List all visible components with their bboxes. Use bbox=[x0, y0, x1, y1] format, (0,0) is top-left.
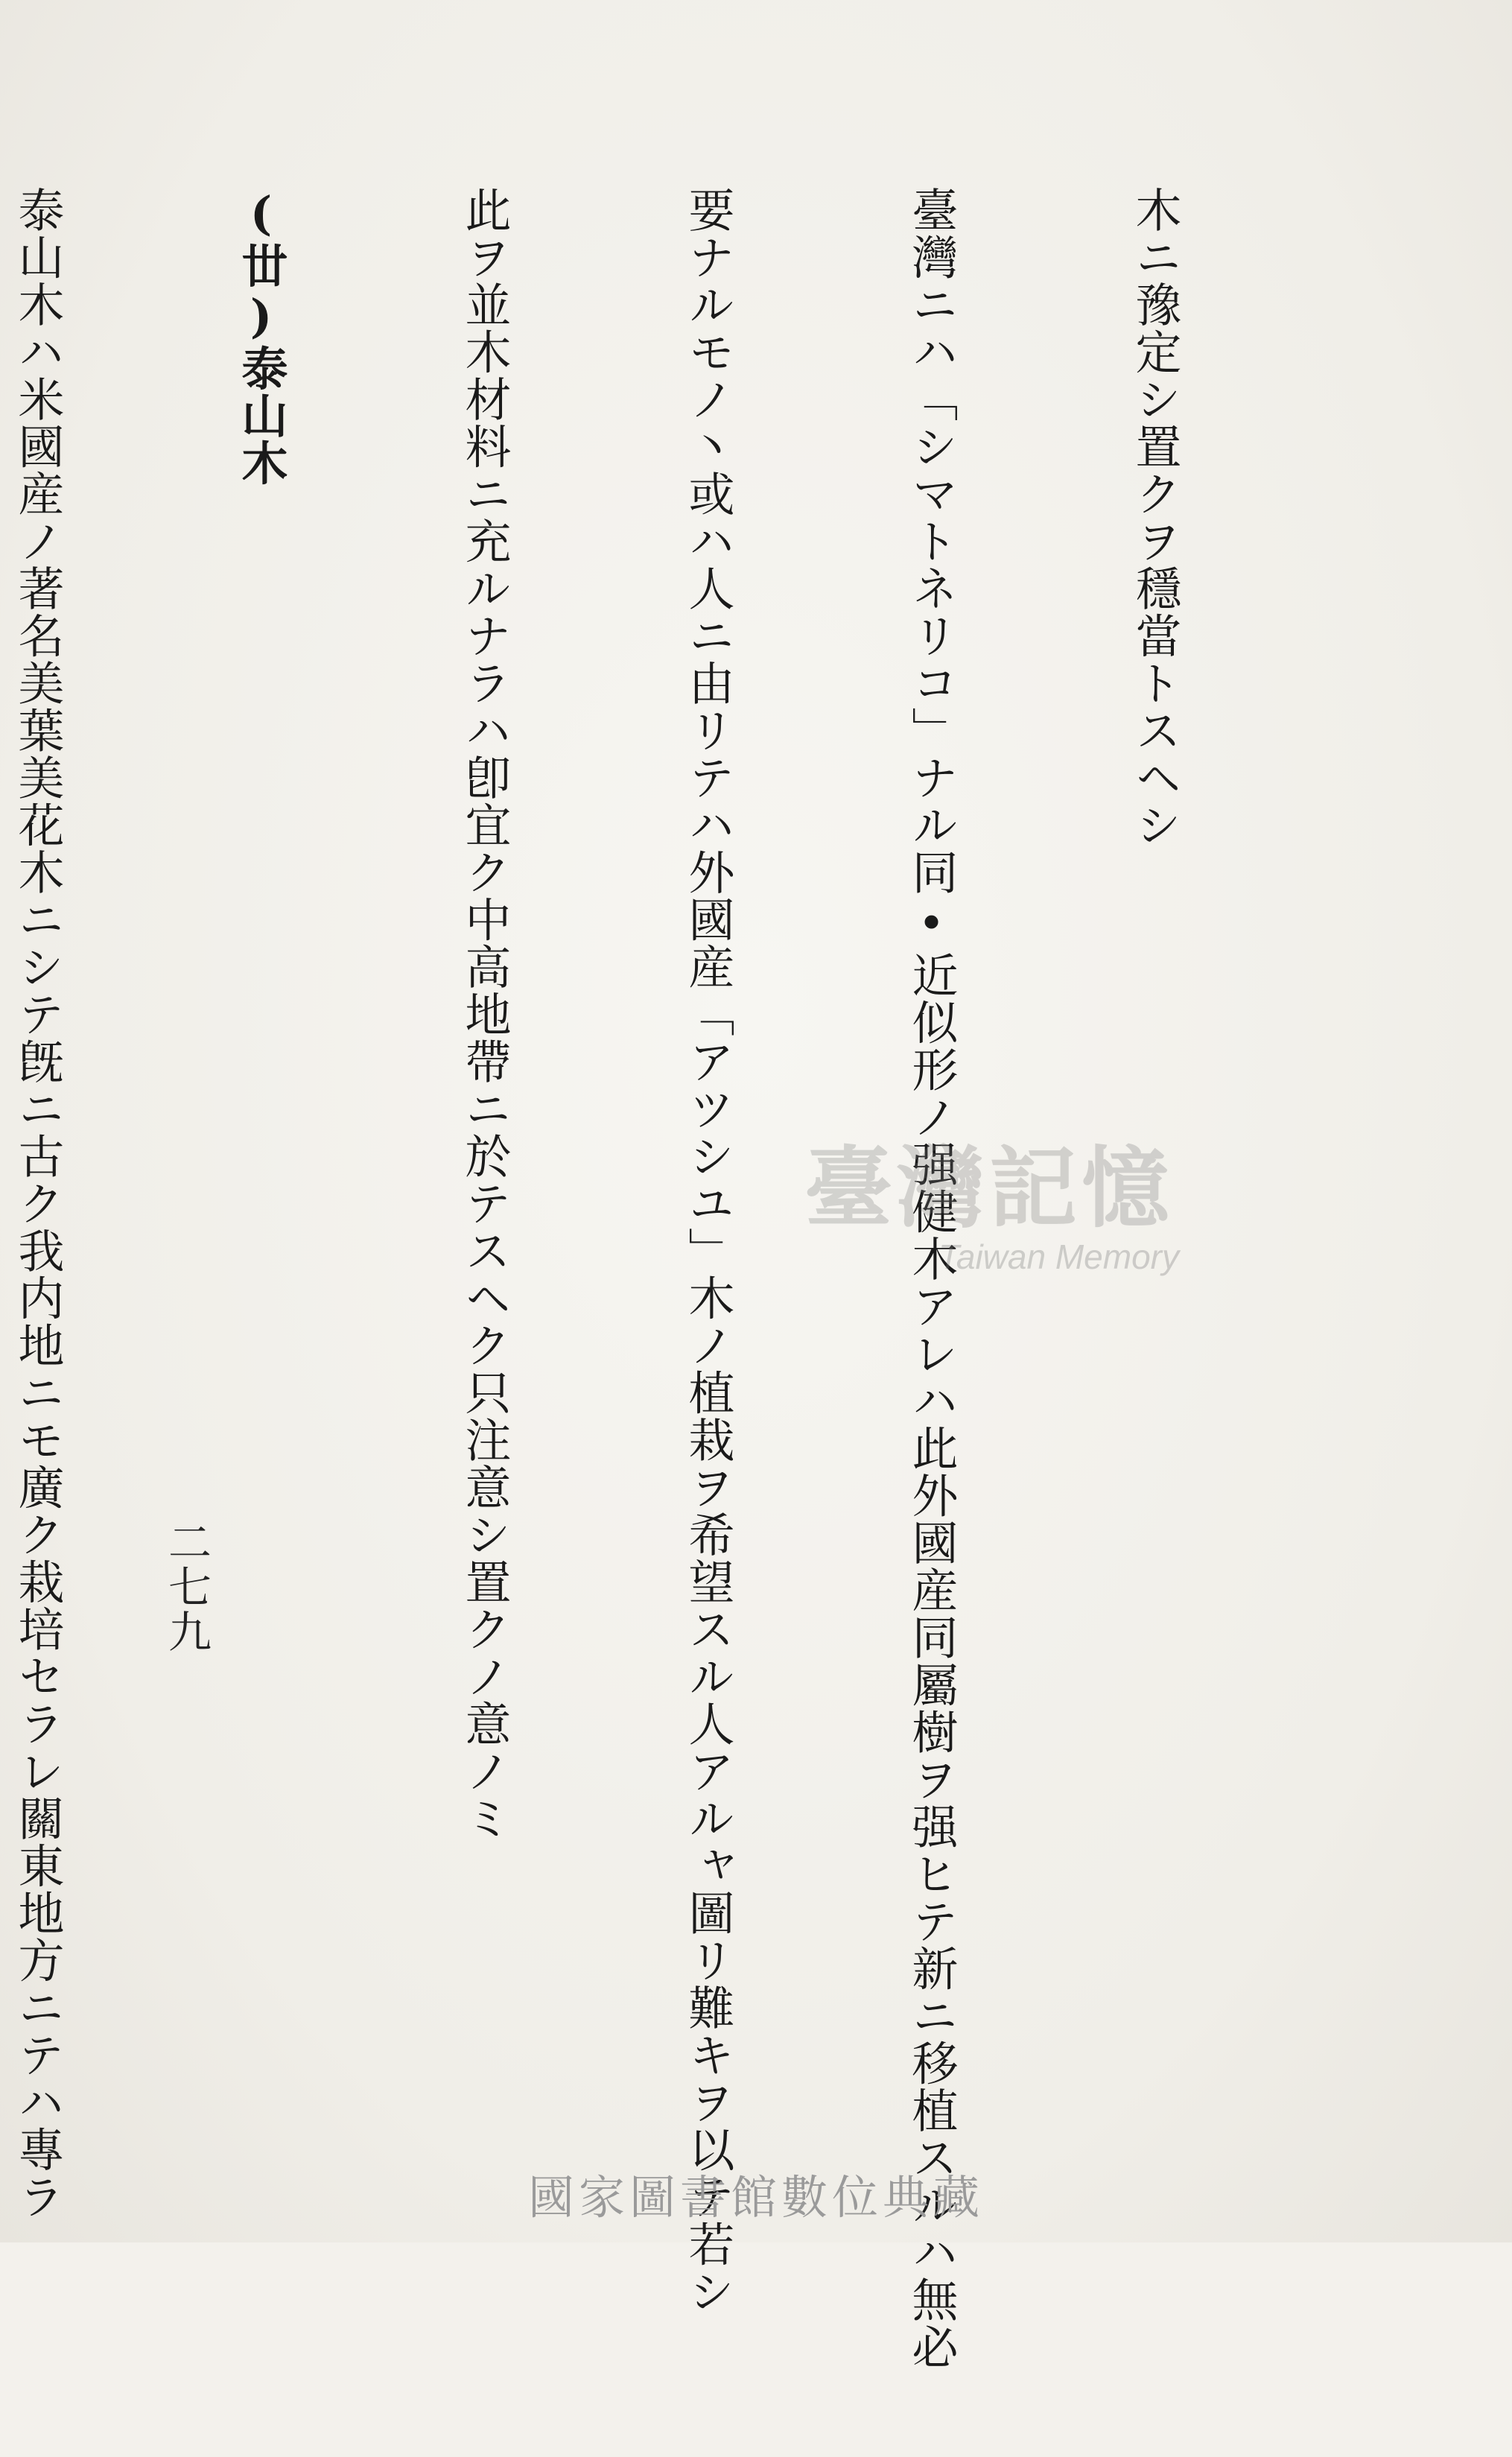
watermark-subtitle: Taiwan Memory bbox=[938, 1237, 1179, 1276]
section-heading: (丗)泰山木 bbox=[234, 186, 288, 486]
text-column: 泰山木ハ米國産ノ著名美葉美花木ニシテ旣ニ古ク我内地ニモ廣ク栽培セラレ關東地方ニテハ專ラ bbox=[10, 186, 65, 2221]
text-column: 木ニ豫定シ置クヲ穩當トスヘシ bbox=[1128, 186, 1182, 849]
text-column: 此ヲ並木材料ニ充ルナラハ卽宜ク中高地帶ニ於テスヘク只注意シ置クノ意ノミ bbox=[457, 186, 512, 1842]
text-column: 臺灣ニハ「シマトネリコ」ナル同•近似形ノ强健木アレハ此外國産同屬樹ヲ强ヒテ新ニ移植スルハ無必 bbox=[904, 186, 959, 2371]
watermark: 臺灣記憶 bbox=[804, 1136, 1175, 1240]
text-column: 要ナルモノ丶或ハ人ニ由リテハ外國産「アツシユ」木ノ植栽ヲ希望スル人アルャ圖リ難キヲ以テ若シ bbox=[681, 186, 735, 2315]
page-number: 二七九 bbox=[161, 1520, 212, 1654]
source-footer: 國家圖書館數位典藏 bbox=[527, 2170, 984, 2225]
